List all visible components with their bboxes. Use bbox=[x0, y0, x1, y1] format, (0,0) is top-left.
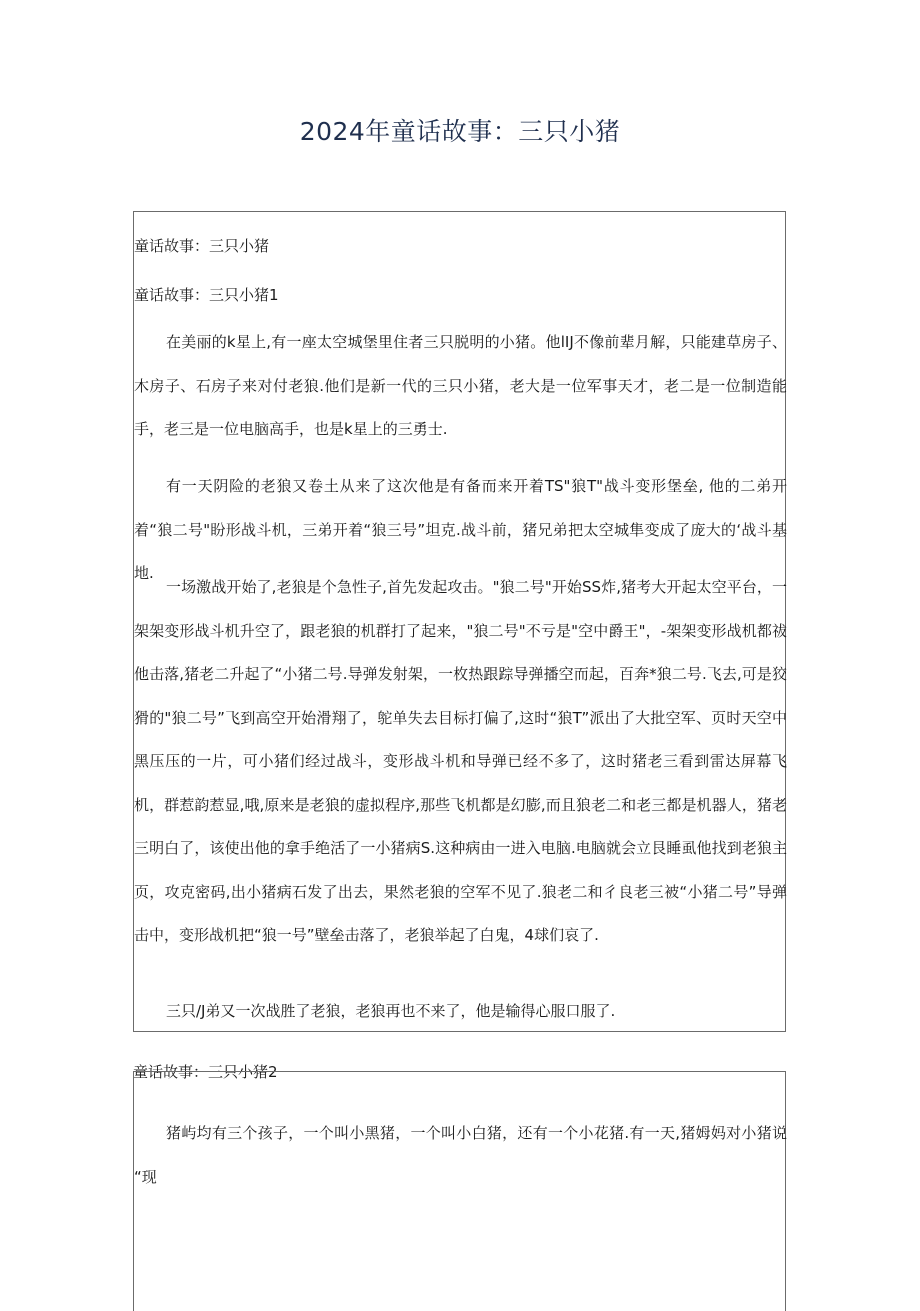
story-subheading-2: 童话故事：三只小猪2 bbox=[133, 1063, 278, 1081]
story-heading: 童话故事：三只小猪 bbox=[134, 237, 270, 255]
story-box-1 bbox=[133, 211, 786, 1032]
document-title: 2024年童话故事：三只小猪 bbox=[299, 117, 621, 146]
story-paragraph-1: 在美丽的k星上,有一座太空城堡里住者三只脱明的小猪。他lIJ不像前辈月解，只能建草房子、木房子、石房子来对付老狼.他们是新一代的三只小猪，老大是一位军事天才，老二是一位制造能手，老三是一位电脑高手，也是k星上的三勇士. bbox=[134, 333, 787, 438]
story-paragraph-3: 一场激战开始了,老狼是个急性子,首先发起攻击。"狼二号"开始SS炸,猪考大开起太空平台，一架架变形战斗机升空了，跟老狼的机群打了起来，"狼二号"不亏是"空中爵王"，-架架变形战机都祓他击落,猪老二升起了“小猪二号.导弹发射架，一枚热跟踪导弹播空而起，百奔*狼二号.飞去,可是狡猾的"狼二号”飞到高空开始滑翔了，鸵单失去目标打偏了,这时“狼T”派出了大批空军、页时天空中黑压压的一片，可小猪们经过战斗，变形战斗机和导弹已经不多了，这时猪老三看到雷达屏幕飞机，群惹韵惹显,哦,原来是老狼的虚拟程序,那些飞机都是幻膨,而且狼老二和老三都是机器人，猪老三明白了，该使出他的拿手绝活了一小猪病S.这种病由一进入电脑.电脑就会立艮睡虱他找到老狼主页，攻克密码,出小猪病石发了出去，果然老狼的空军不见了.狼老二和彳良老三被“小猪二号”导弹击中，变形战机把“狼一号”壁垒击落了，老狼举起了白鬼，4球们哀了. bbox=[134, 578, 787, 944]
story-subheading-1: 童话故事：三只小猪1 bbox=[134, 286, 279, 304]
story-paragraph-2: 有一天阴险的老狼又卷土从来了这次他是有备而来开着TS"狼T"战斗变形堡垒, 他的二弟开着“狼二号"盼形战斗机，三弟开着“狼三号”坦克.战斗前，猪兄弟把太空城隼变成了庞大的‘战斗基地. bbox=[134, 477, 787, 582]
story-box-2 bbox=[133, 1071, 786, 1311]
story2-paragraph-1: 猪屿均有三个孩子，一个叫小黑猪，一个叫小白猪，还有一个小花猪.有一天,猪姆妈对小猪说 “现 bbox=[134, 1124, 787, 1186]
story-paragraph-4: 三只/J弟又一次战胜了老狼，老狼再也不来了，他是输得心服口服了. bbox=[166, 1002, 616, 1020]
